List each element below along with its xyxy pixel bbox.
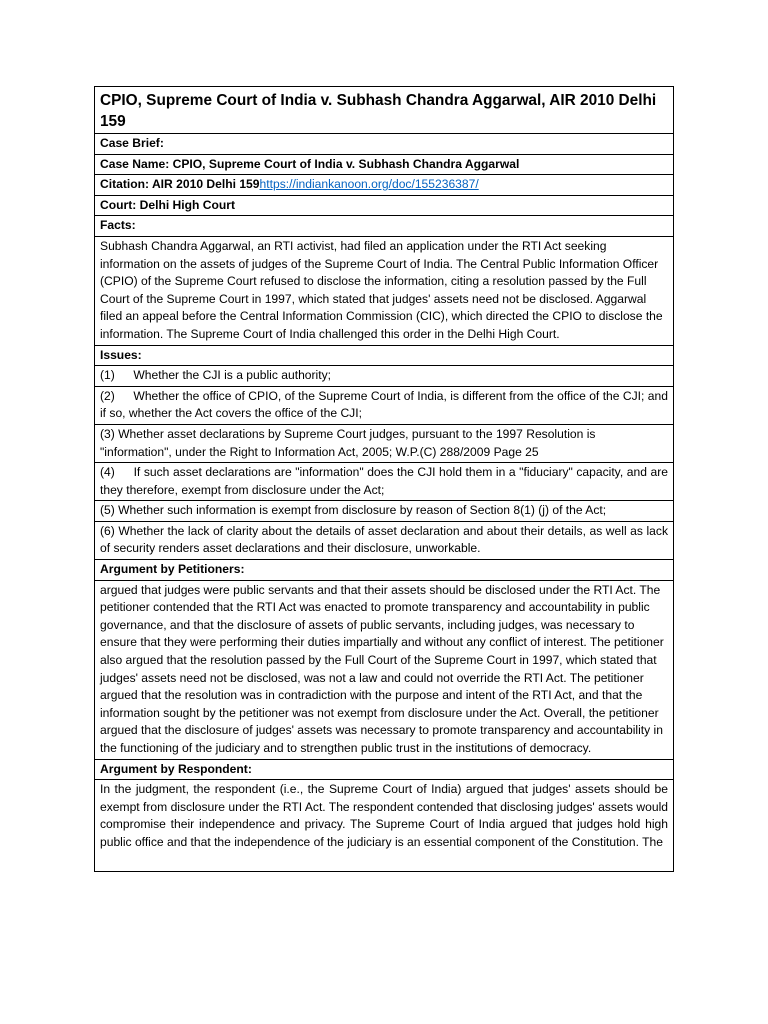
petitioners-text: argued that judges were public servants and that their assets should be disclosed under the RTI Act. The petitioner contended that the RTI Act was enacted to promote transparency and accountability in public governance, and that the disclosure of assets of public servants, including judges, was necessary to ensure that they were performing their duties impartially and without any conflict of interest. The petitioner also argued that the resolution passed by the Full Court of the Supreme Court in 1997, which stated that judges' assets need not be disclosed, was not a law and could not override the RTI Act. The petitioner argued that the resolution was in contradiction with the purpose and intent of the RTI Act, and that the information sought by the petitioner was not exempt from disclosure under the Act. Overall, the petitioner argued that the disclosure of judges' assets was necessary to promote transparency and accountability in the functioning of the judiciary and to strengthen public trust in the institutions of democracy.: [95, 580, 674, 759]
issue-4: [95, 463, 674, 501]
issue-1: [95, 366, 674, 387]
court: Court: Delhi High Court: [95, 195, 674, 216]
case-name: Case Name: CPIO, Supreme Court of India v. Subhash Chandra Aggarwal: [95, 154, 674, 175]
issue-2-text: Whether the office of CPIO, of the Supreme Court of India, is different from the office of the CJI; and if so, whether the Act covers the office of the CJI;: [100, 388, 668, 421]
issue-1-number: (1): [100, 368, 115, 383]
citation-row: [95, 175, 674, 196]
case-brief-table: [94, 86, 674, 872]
respondent-text: In the judgment, the respondent (i.e., the Supreme Court of India) argued that judges' assets should be exempt from disclosure under the RTI Act. The respondent contended that disclosing judges' assets would compromise their independence and privacy. The Supreme Court of India argued that judges hold high public office and that the independence of the judiciary is an essential component of the Constitution. The: [100, 782, 668, 849]
issue-4-number: (4): [100, 465, 115, 480]
citation-label: Citation: AIR 2010 Delhi 159: [100, 177, 260, 192]
respondent-heading: Argument by Respondent:: [95, 759, 674, 780]
issue-5: (5) Whether such information is exempt from disclosure by reason of Section 8(1) (j) of the Act;: [95, 501, 674, 522]
respondent-cell: [95, 780, 674, 872]
issue-1-text: Whether the CJI is a public authority;: [133, 368, 331, 383]
petitioners-heading: Argument by Petitioners:: [95, 560, 674, 581]
citation-link[interactable]: https://indiankanoon.org/doc/155236387/: [259, 177, 479, 192]
page-title: CPIO, Supreme Court of India v. Subhash Chandra Aggarwal, AIR 2010 Delhi 159: [95, 87, 674, 134]
facts-text: Subhash Chandra Aggarwal, an RTI activist, had filed an application under the RTI Act seeking information on the assets of judges of the Supreme Court of India. The Central Public Information Officer (CPIO) of the Supreme Court refused to disclose the information, citing a resolution passed by the Full Court of the Supreme Court in 1997, which stated that judges' assets need not be disclosed. Aggarwal filed an appeal before the Central Information Commission (CIC), which directed the CPIO to disclose the information. The Supreme Court of India challenged this order in the Delhi High Court.: [95, 236, 674, 345]
issue-2: [95, 386, 674, 424]
facts-heading: Facts:: [95, 216, 674, 237]
document-page: [94, 86, 674, 872]
case-brief-heading: Case Brief:: [95, 134, 674, 155]
issue-4-text: If such asset declarations are "information" does the CJI hold them in a "fiduciary" capacity, and are they therefore, exempt from disclosure under the Act;: [100, 465, 668, 497]
issue-6: (6) Whether the lack of clarity about the details of asset declaration and about their details, as well as lack of security renders asset declarations and their disclosure, unworkable.: [95, 521, 674, 559]
issue-3: (3) Whether asset declarations by Supreme Court judges, pursuant to the 1997 Resolution is "information", under the Right to Information Act, 2005; W.P.(C) 288/2009 Page 25: [95, 424, 674, 462]
issues-heading: Issues:: [95, 345, 674, 366]
issue-2-number: (2): [100, 388, 115, 403]
